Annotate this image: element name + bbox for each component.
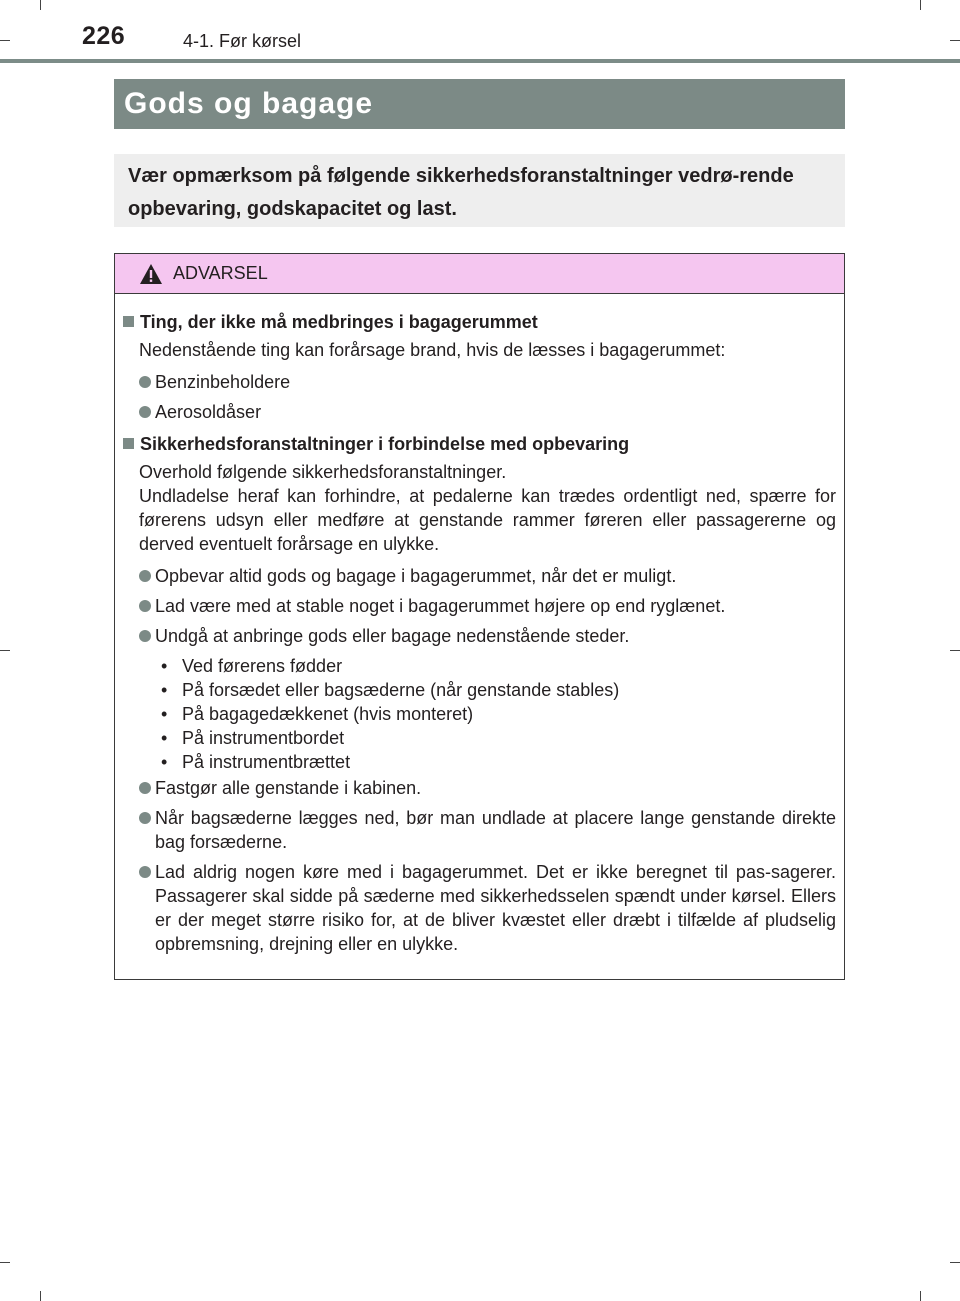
round-bullet-icon <box>139 812 151 824</box>
sub-list-item: • På bagagedækkenet (hvis monteret) <box>161 704 474 724</box>
list-item: Undgå at anbringe gods eller bagage nedenstående steder. <box>123 624 836 648</box>
header-rule <box>0 59 960 63</box>
crop-mark <box>920 1291 921 1301</box>
round-bullet-icon <box>139 406 151 418</box>
page-number: 226 <box>82 22 126 50</box>
list-item: Benzinbeholdere <box>123 370 836 394</box>
crop-mark <box>0 650 10 651</box>
intro-box <box>114 154 845 227</box>
sub-list-item: • På forsædet eller bagsæderne (når genstande stables) <box>161 680 620 700</box>
crop-mark <box>950 650 960 651</box>
list-item: Aerosoldåser <box>123 400 836 424</box>
warning-body <box>115 294 844 956</box>
square-bullet-icon <box>123 316 134 327</box>
section-heading: Sikkerhedsforanstaltninger i forbindelse med opbevaring <box>123 432 836 456</box>
crop-mark <box>950 40 960 41</box>
intro-text: Vær opmærksom på følgende sikkerhedsforanstaltninger vedrø-rende opbevaring, godskapacitet og last. <box>128 165 794 220</box>
round-bullet-icon <box>139 866 151 878</box>
list-item: Lad aldrig nogen køre med i bagagerummet. Det er ikke beregnet til pas-sagerer. Passagerer skal sidde på sæderne med sikkerhedsselen spændt under kørsel. Ellers er der meget større risiko for, at de bliver kvæstet eller dræbt i tilfælde af pludselig opbremsning, drejning eller en ulykke. <box>123 860 836 956</box>
round-bullet-icon <box>139 376 151 388</box>
warning-box <box>114 253 845 980</box>
section-text-2: Undladelse heraf kan forhindre, at pedalerne kan trædes ordentligt ned, spærre for førerens udsyn eller medføre at genstande rammer føreren eller passagererne og derved eventuelt forårsage en ulykke. <box>139 486 836 554</box>
list-item: Fastgør alle genstande i kabinen. <box>123 776 836 800</box>
crop-mark <box>40 1291 41 1301</box>
section-text-1: Overhold følgende sikkerhedsforanstaltninger. <box>139 462 507 482</box>
list-item: Lad være med at stable noget i bagagerummet højere op end ryglænet. <box>123 594 836 618</box>
crop-mark <box>40 0 41 10</box>
warning-triangle-icon <box>139 263 163 285</box>
section-label: 4-1. Før kørsel <box>183 31 302 51</box>
crop-mark <box>920 0 921 10</box>
crop-mark <box>0 1262 10 1263</box>
sub-list-item: • Ved førerens fødder <box>161 656 343 676</box>
sub-list-item: • På instrumentbrættet <box>161 752 351 772</box>
warning-label: ADVARSEL <box>173 263 268 283</box>
crop-mark <box>0 40 10 41</box>
list-item: Opbevar altid gods og bagage i bagagerummet, når det er muligt. <box>123 564 836 588</box>
page-title: Gods og bagage <box>124 87 374 120</box>
round-bullet-icon <box>139 600 151 612</box>
sub-list-item: • På instrumentbordet <box>161 728 345 748</box>
section-text: Nedenstående ting kan forårsage brand, hvis de læsses i bagagerummet: <box>139 340 726 360</box>
section-heading: Ting, der ikke må medbringes i bagagerummet <box>123 310 836 334</box>
sub-list <box>123 654 836 774</box>
title-bar <box>114 79 845 129</box>
square-bullet-icon <box>123 438 134 449</box>
warning-header <box>115 254 844 294</box>
round-bullet-icon <box>139 782 151 794</box>
round-bullet-icon <box>139 630 151 642</box>
round-bullet-icon <box>139 570 151 582</box>
list-item: Når bagsæderne lægges ned, bør man undlade at placere lange genstande direkte bag forsæderne. <box>123 806 836 854</box>
crop-mark <box>950 1262 960 1263</box>
